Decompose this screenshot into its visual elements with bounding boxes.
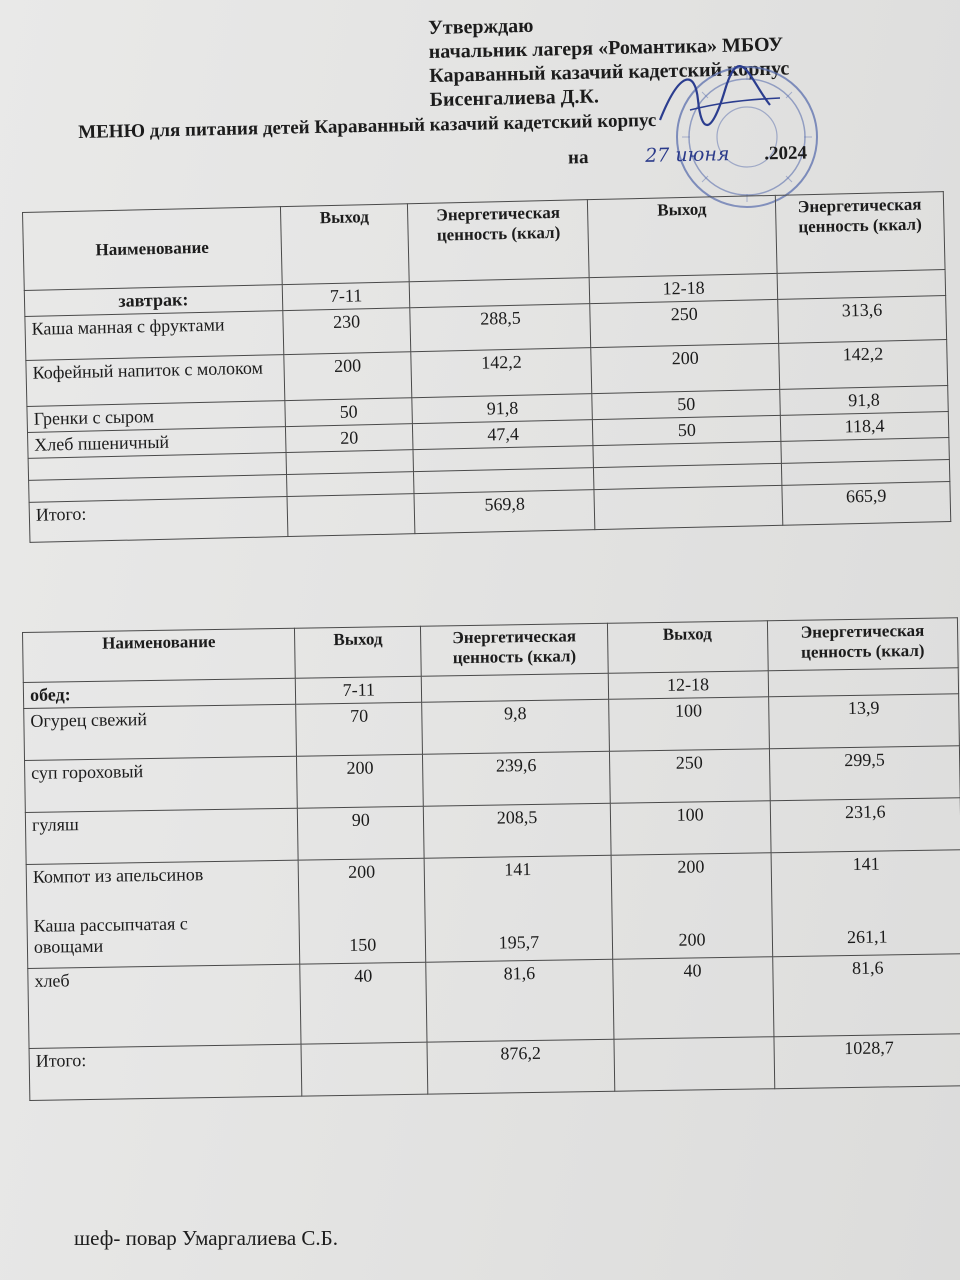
empty-cell — [614, 1037, 775, 1092]
age-group-1: 7-11 — [282, 282, 410, 311]
yield-pair-2 — [611, 853, 773, 960]
yield-value-2: 250 — [590, 299, 779, 347]
dish-name: Хлеб пшеничный — [28, 427, 286, 459]
energy-value: 9,8 — [422, 699, 609, 754]
table-row — [26, 850, 960, 969]
energy-value: 239,6 — [423, 751, 610, 806]
yield-value: 70 — [296, 702, 423, 756]
energy-value-2: 299,5 — [769, 746, 960, 801]
empty-cell — [287, 494, 416, 537]
date-prefix: на — [567, 147, 589, 169]
header-energy-2: Энергетическая ценность (ккал) — [767, 618, 958, 671]
yield-value-2: 200 — [678, 929, 706, 950]
energy-value: 288,5 — [410, 304, 591, 352]
total-label: Итого: — [29, 497, 287, 543]
energy-value-2: 142,2 — [779, 340, 948, 390]
dish-name: Каша рассыпчатая с овощами — [33, 913, 188, 957]
age-group-2: 12-18 — [608, 671, 769, 700]
meal-label: завтрак: — [24, 285, 282, 317]
yield-value-2: 250 — [609, 749, 770, 804]
yield-value: 230 — [282, 308, 411, 355]
dish-name: суп гороховый — [25, 756, 298, 812]
yield-value-2: 100 — [608, 697, 769, 752]
total-value-2: 1028,7 — [774, 1034, 960, 1089]
header-yield: Выход — [295, 626, 422, 678]
total-value: 569,8 — [414, 490, 595, 534]
yield-value: 90 — [298, 806, 425, 860]
empty-cell — [777, 270, 945, 300]
energy-value-2: 261,1 — [846, 926, 888, 948]
yield-value: 150 — [349, 934, 377, 955]
header-name: Наименование — [23, 628, 296, 682]
yield-value-2: 40 — [612, 957, 773, 1040]
energy-value-2: 81,6 — [772, 954, 960, 1037]
energy-value: 47,4 — [413, 420, 593, 450]
energy-value-2: 118,4 — [780, 412, 948, 442]
date-handwritten: 27 июня — [644, 143, 730, 167]
energy-value-2: 313,6 — [778, 296, 947, 344]
total-value: 876,2 — [427, 1039, 614, 1094]
yield-value: 200 — [347, 861, 376, 882]
header-yield: Выход — [280, 204, 410, 285]
total-label: Итого: — [29, 1044, 302, 1100]
chef-signature-line: шеф- повар Умаргалиева С.Б. — [74, 1226, 338, 1250]
energy-pair-2 — [771, 850, 960, 957]
breakfast-table — [22, 191, 951, 543]
dish-name: Кофейный напиток с молоком — [26, 355, 285, 407]
yield-value: 200 — [283, 352, 412, 401]
energy-value-2: 13,9 — [768, 694, 959, 749]
energy-value: 91,8 — [412, 394, 592, 424]
approval-line-1: Утверждаю — [428, 14, 534, 39]
energy-value-2: 91,8 — [780, 386, 948, 416]
yield-value: 200 — [297, 754, 424, 808]
yield-pair — [298, 858, 426, 964]
empty-cell — [768, 668, 959, 697]
page-title: МЕНЮ для питания детей Караванный казачий кадетский корпус — [78, 109, 657, 143]
energy-value: 195,7 — [498, 931, 540, 953]
yield-value: 50 — [285, 398, 413, 427]
yield-value-2: 50 — [593, 415, 781, 445]
empty-cell — [301, 1042, 428, 1096]
empty-cell — [410, 278, 590, 308]
signature-icon — [640, 60, 790, 150]
empty-cell — [422, 673, 609, 702]
energy-value: 142,2 — [411, 348, 592, 398]
approval-line-4: Бисенгалиева Д.К. — [429, 85, 600, 111]
empty-cell — [594, 485, 783, 529]
yield-value-2: 200 — [591, 343, 780, 393]
header-energy-2: Энергетическая ценность (ккал) — [775, 192, 945, 274]
header-name: Наименование — [23, 207, 282, 291]
yield-value-2: 100 — [610, 801, 771, 856]
header-yield-2: Выход — [607, 621, 768, 674]
yield-value-2: 50 — [592, 389, 780, 419]
dish-name: Гренки с сыром — [27, 401, 285, 433]
energy-value: 208,5 — [424, 803, 611, 858]
header-yield-2: Выход — [588, 195, 777, 277]
age-group-1: 7-11 — [296, 676, 423, 704]
age-group-2: 12-18 — [590, 273, 778, 303]
energy-pair — [425, 855, 613, 962]
approval-line-2: начальник лагеря «Романтика» МБОУ — [428, 33, 784, 63]
yield-value: 40 — [300, 962, 427, 1044]
energy-value-2: 141 — [852, 853, 880, 874]
date-year: .2024 — [763, 142, 808, 165]
dish-name: Компот из апельсинов — [32, 864, 204, 887]
total-value-2: 665,9 — [782, 482, 951, 526]
table-row — [28, 954, 960, 1049]
yield-value: 20 — [285, 424, 413, 453]
dish-name: Каша манная с фруктами — [25, 311, 284, 361]
energy-value: 141 — [504, 859, 532, 880]
energy-value: 81,6 — [426, 959, 613, 1042]
header-energy: Энергетическая ценность (ккал) — [408, 200, 590, 282]
meal-label: обед: — [23, 678, 296, 708]
dish-name: гуляш — [25, 808, 298, 864]
dish-name: Огурец свежий — [24, 704, 297, 760]
energy-value-2: 231,6 — [770, 798, 960, 853]
lunch-table — [22, 617, 960, 1101]
dish-name-pair — [26, 860, 300, 968]
yield-value-2: 200 — [677, 856, 705, 877]
header-energy: Энергетическая ценность (ккал) — [421, 623, 608, 676]
dish-name: хлеб — [28, 964, 302, 1048]
approval-line-3: Караванный казачий кадетский корпус — [429, 57, 790, 87]
